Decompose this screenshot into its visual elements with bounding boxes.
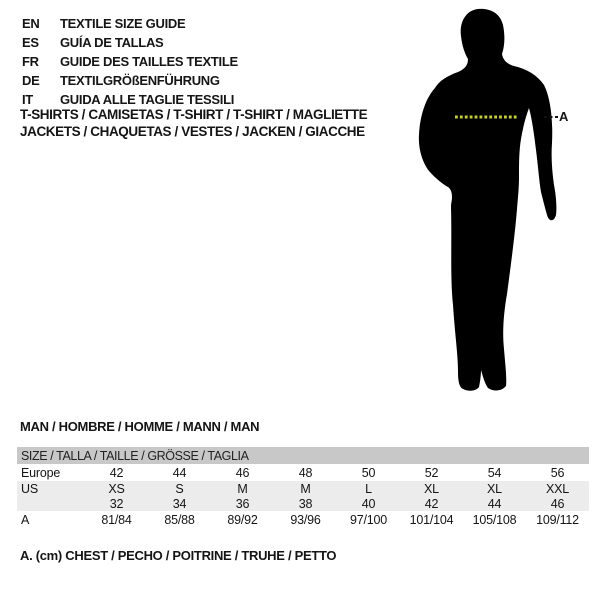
footnote-chest-legend: A. (cm) CHEST / PECHO / POITRINE / TRUHE / PETTO	[20, 548, 337, 563]
language-code: DE	[22, 73, 40, 88]
size-cell: 42	[109, 465, 124, 480]
language-guide-title: TEXTILGRÖßENFÜHRUNG	[60, 73, 220, 88]
table-row-us	[17, 481, 589, 496]
size-cell: 50	[361, 465, 376, 480]
language-guide-title: GUIDA ALLE TAGLIE TESSILI	[60, 92, 235, 107]
language-code: IT	[22, 92, 33, 107]
size-cell: 52	[424, 465, 439, 480]
size-cell: 34	[172, 496, 187, 511]
size-cell: 81/84	[101, 512, 132, 527]
table-row-europe	[17, 464, 589, 481]
table-row-numeric	[17, 496, 589, 511]
man-silhouette	[419, 9, 557, 391]
size-cell: 85/88	[164, 512, 195, 527]
size-cell: M	[237, 481, 248, 496]
category-line-jackets: JACKETS / CHAQUETAS / VESTES / JACKEN / GIACCHE	[20, 124, 365, 139]
size-table	[17, 447, 589, 528]
language-row	[22, 33, 238, 52]
size-cell: 42	[424, 496, 439, 511]
language-code: ES	[22, 35, 39, 50]
size-cell: 38	[298, 496, 313, 511]
size-cell: M	[300, 481, 311, 496]
size-cell: L	[365, 481, 372, 496]
size-cell: XXL	[545, 481, 570, 496]
size-cell: 44	[487, 496, 502, 511]
size-cell: 46	[550, 496, 565, 511]
size-cell: 48	[298, 465, 313, 480]
size-table-header: SIZE / TALLA / TAILLE / GRÖSSE / TAGLIA	[17, 447, 589, 464]
language-code: EN	[22, 16, 40, 31]
table-row-chest	[17, 511, 589, 528]
size-cell: 32	[109, 496, 124, 511]
size-cell: 109/112	[536, 512, 579, 527]
size-cell: 46	[235, 465, 250, 480]
language-row	[22, 52, 238, 71]
language-guide-list	[22, 14, 238, 109]
size-cell: 56	[550, 465, 565, 480]
size-cell: 89/92	[227, 512, 258, 527]
size-cell: 36	[235, 496, 250, 511]
size-cell: 93/96	[290, 512, 321, 527]
language-guide-title: GUIDE DES TAILLES TEXTILE	[60, 54, 238, 69]
language-guide-title: TEXTILE SIZE GUIDE	[60, 16, 186, 31]
size-cell: S	[175, 481, 184, 496]
size-cell: 44	[172, 465, 187, 480]
size-cell: 54	[487, 465, 502, 480]
category-line-tshirts: T-SHIRTS / CAMISETAS / T-SHIRT / T-SHIRT / MAGLIETTE	[20, 107, 368, 122]
size-cell: XL	[487, 481, 502, 496]
language-row	[22, 71, 238, 90]
row-label: A	[21, 512, 30, 527]
section-title-man: MAN / HOMBRE / HOMME / MANN / MAN	[20, 419, 260, 434]
language-guide-title: GUÍA DE TALLAS	[60, 35, 164, 50]
row-label: US	[21, 481, 38, 496]
size-cell: 97/100	[349, 512, 388, 527]
row-label: Europe	[21, 465, 61, 480]
size-cell: 40	[361, 496, 376, 511]
language-row	[22, 14, 238, 33]
size-cell: 101/104	[409, 512, 454, 527]
size-cell: XS	[108, 481, 125, 496]
size-cell: 105/108	[472, 512, 517, 527]
size-cell: XL	[424, 481, 439, 496]
size-table-header-row	[17, 447, 589, 464]
measure-label-a: A	[559, 109, 569, 124]
language-code: FR	[22, 54, 39, 69]
row-label	[17, 496, 85, 511]
